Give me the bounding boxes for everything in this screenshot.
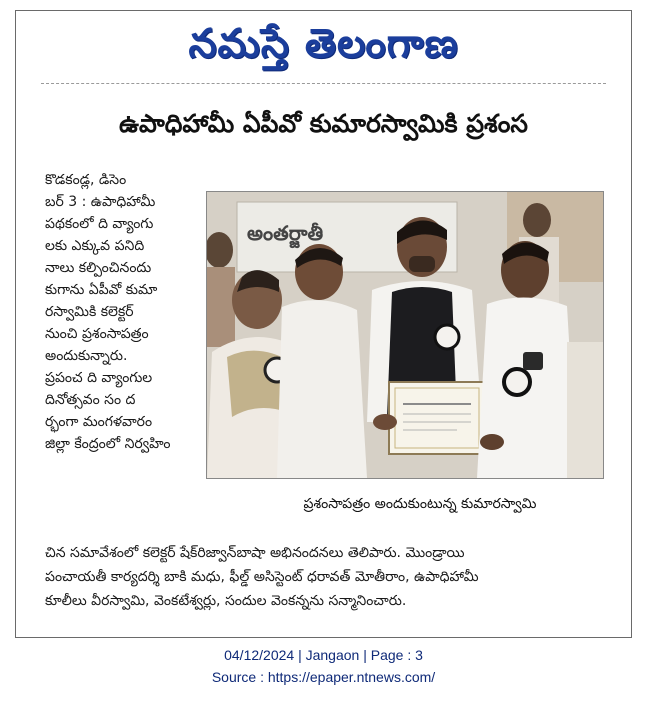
article-photo — [206, 191, 604, 479]
source-link[interactable]: Source : https://epaper.ntnews.com/ — [211, 669, 436, 685]
newspaper-clipping — [15, 10, 632, 638]
column-line: ర్భంగా మంగళవారం — [45, 414, 153, 430]
column-line: పథకంలో ది వ్యాంగు — [45, 216, 154, 232]
wide-line: కూలీలు వీరస్వామి, వెంకటేశ్వర్లు, సందుల వెంకన్నను సన్మానించారు. — [45, 593, 407, 609]
column-line: దినోత్సవం సం ద — [45, 392, 136, 408]
photo-illustration — [207, 192, 603, 478]
column-line: లకు ఎక్కువ పనిది — [45, 238, 145, 254]
column-line: నాలు కల్పించినందు — [45, 260, 152, 276]
column-line: ప్రపంచ ది వ్యాంగుల — [45, 370, 153, 386]
article-column-text — [45, 169, 195, 455]
column-line: కుగాను ఏపీవో కుమా — [45, 282, 158, 298]
banner-text: అంతర్జాతీ — [247, 221, 324, 245]
photo-caption: ప్రశంసాపత్రం అందుకుంటున్న కుమారస్వామి — [303, 496, 537, 512]
column-line: జిల్లా కేంద్రంలో నిర్వహిం — [45, 436, 171, 452]
article-wide-text — [45, 541, 600, 613]
wide-line: చిన సమావేశంలో కలెక్టర్ షేక్‌రిజ్వాన్‌బాషా అభినందనలు తెలిపారు. మొండ్రాయి — [45, 545, 465, 561]
column-line: కొడకండ్ల, డిసెం — [45, 172, 127, 188]
wide-line: పంచాయతీ కార్యదర్శి బాకి మధు, ఫీల్డ్ అసిస్టెంట్ ధరావత్ మోతీరాం, ఉపాధిహామీ — [45, 569, 479, 585]
column-line: రస్వామికి కలెక్టర్ — [45, 304, 134, 320]
column-line: నుంచి ప్రశంసాపత్రం — [45, 326, 149, 342]
column-line: బర్ 3 : ఉపాధిహామీ — [45, 194, 156, 210]
masthead-divider — [41, 83, 606, 84]
article-headline: ఉపాధిహామీ ఏపీవో కుమారస్వామికి ప్రశంస — [119, 109, 528, 138]
column-line: అందుకున్నారు. — [45, 348, 128, 364]
masthead-title: నమస్తే తెలంగాణ — [188, 20, 459, 67]
source-footer — [0, 644, 647, 688]
edition-info: 04/12/2024 | Jangaon | Page : 3 — [224, 647, 423, 663]
